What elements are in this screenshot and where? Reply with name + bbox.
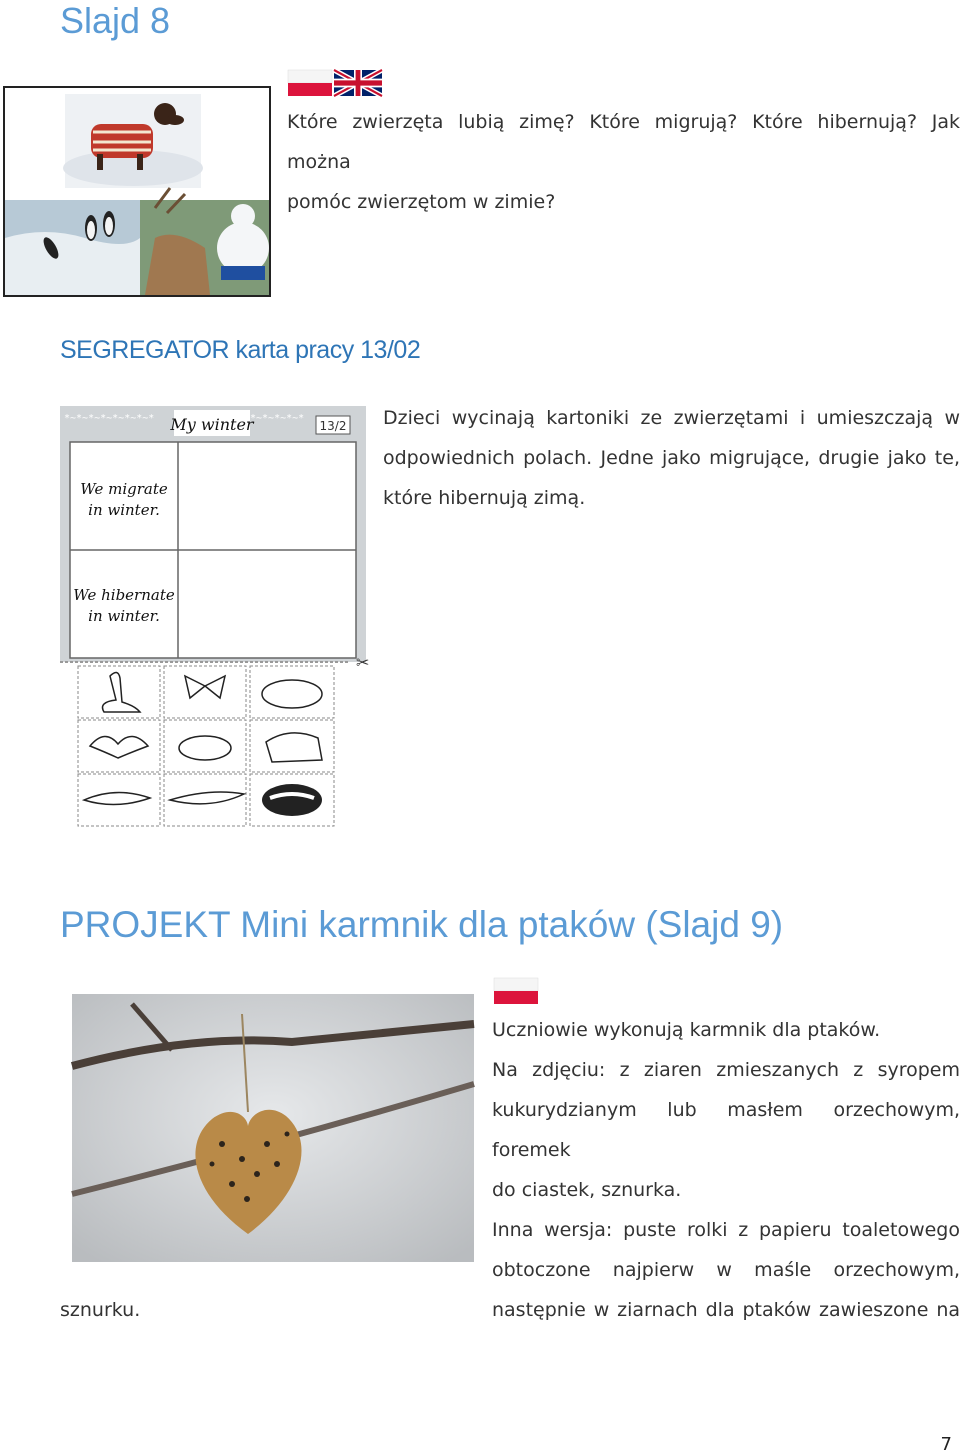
segregator-desc-line3: które hibernują zimą. <box>383 487 586 509</box>
slide8-question-line1: Które zwierzęta lubią zimę? Które migrują? Które hibernują? Jak można <box>287 111 960 173</box>
segregator-desc-line1: Dzieci wycinają kartoniki ze zwierzętami i umieszczają w <box>383 407 960 429</box>
slide8-title: Slajd 8 <box>60 0 171 41</box>
project-line5: Inna wersja: puste rolki z papieru toaletowego <box>492 1219 960 1241</box>
segregator-desc-line2: odpowiednich polach. Jedne jako migrujące, drugie jako te, <box>383 447 960 469</box>
uk-flag-icon <box>334 70 382 96</box>
svg-text:✂: ✂ <box>356 653 370 672</box>
winter-animals-collage <box>3 86 271 297</box>
project-line2: Na zdjęciu: z ziaren zmieszanych z syropem <box>492 1059 960 1081</box>
svg-text:*~*~*~*~*~*~*~*: *~*~*~*~*~*~*~* <box>64 413 155 424</box>
poland-flag-icon <box>288 70 332 96</box>
poland-flag-icon-project <box>494 978 538 1004</box>
svg-text:in winter.: in winter. <box>88 501 160 519</box>
svg-text:*~*~*~*~*: *~*~*~*~* <box>250 413 305 424</box>
svg-text:We hibernate: We hibernate <box>73 586 175 604</box>
project-line4: do ciastek, sznurka. <box>492 1179 682 1201</box>
page-number: 7 <box>940 1434 952 1455</box>
slide8-question-line2: pomóc zwierzętom w zimie? <box>287 191 556 213</box>
svg-text:We migrate: We migrate <box>80 480 168 498</box>
bird-feeder-photo <box>72 994 474 1262</box>
collage-image <box>5 88 269 295</box>
worksheet-heading: My winter <box>170 415 254 434</box>
project-title: PROJEKT Mini karmnik dla ptaków (Slajd 9) <box>60 904 784 945</box>
project-line1: Uczniowie wykonują karmnik dla ptaków. <box>492 1019 881 1041</box>
project-line8: sznurku. <box>60 1299 141 1321</box>
worksheet-number: 13/2 <box>319 419 347 433</box>
svg-text:in winter.: in winter. <box>88 607 160 625</box>
project-line7: następnie w ziarnach dla ptaków zawieszone na <box>492 1299 960 1321</box>
segregator-title: SEGREGATOR karta pracy 13/02 <box>60 336 421 364</box>
project-line6: obtoczone najpierw w maśle orzechowym, <box>492 1259 960 1281</box>
worksheet-image <box>60 406 370 826</box>
project-line3: kukurydzianym lub masłem orzechowym, foremek <box>492 1099 960 1161</box>
